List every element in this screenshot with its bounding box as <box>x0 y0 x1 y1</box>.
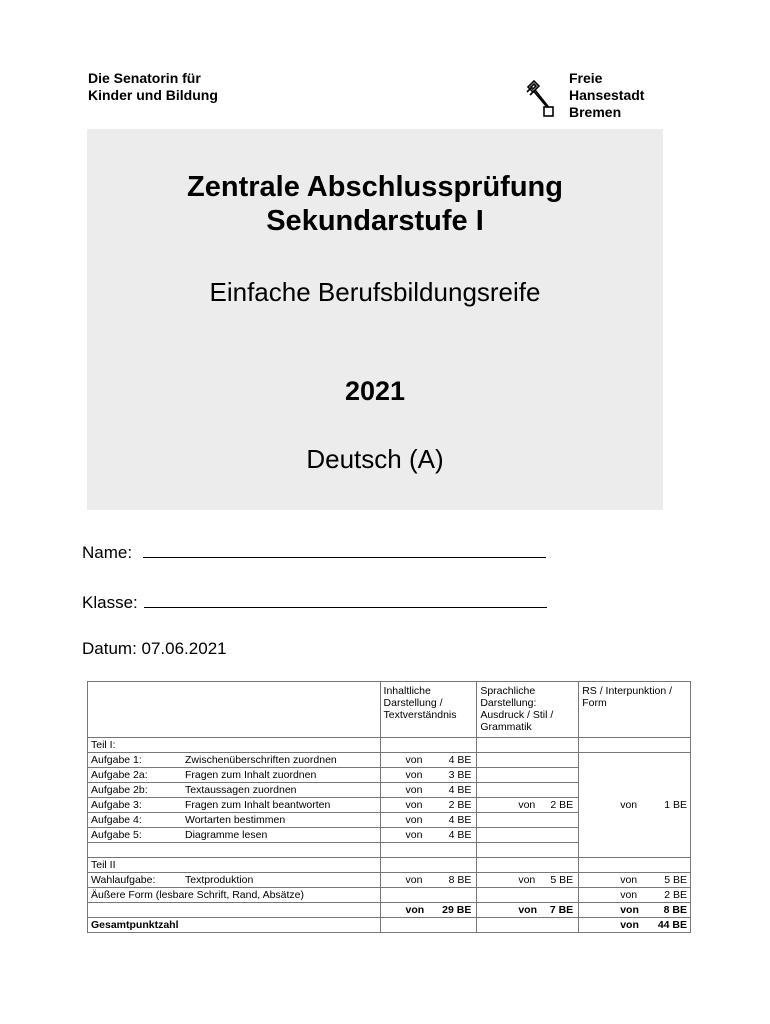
datum-label: Datum: 07.06.2021 <box>82 639 227 658</box>
datum-field <box>82 639 227 659</box>
von-label: von <box>405 874 423 886</box>
von-label: von <box>620 874 638 886</box>
cell-value: Textproduktion <box>185 874 254 886</box>
exam-year: 2021 <box>344 376 406 406</box>
von-label: von <box>620 904 639 916</box>
city-name <box>569 70 644 121</box>
cell-value: Aufgabe 2a: <box>91 769 148 781</box>
total-row <box>88 918 691 933</box>
cell-value: 3 BE <box>448 769 472 781</box>
cell-value: Fragen zum Inhalt zuordnen <box>185 769 317 781</box>
name-line[interactable] <box>143 543 546 558</box>
table-row <box>88 888 691 903</box>
cell-value: 7 BE <box>549 904 574 916</box>
cell-value: Wahlaufgabe: <box>91 874 156 886</box>
exam-subtitle: Einfache Berufsbildungsreife <box>209 277 541 307</box>
cell-value: Aufgabe 1: <box>91 754 142 766</box>
authority-name <box>88 70 218 104</box>
von-label: von <box>405 904 425 916</box>
teil2-label: Teil II <box>88 858 381 873</box>
table-header-row <box>88 682 691 738</box>
cell-value: 5 BE <box>550 874 574 886</box>
table-row <box>88 753 691 768</box>
teil1-rs-cell <box>579 753 691 858</box>
cell-value: Zwischenüberschriften zuordnen <box>185 754 337 766</box>
city-line-3: Bremen <box>569 104 622 120</box>
city-line-1: Freie <box>569 70 603 86</box>
cell-value: 4 BE <box>448 829 472 841</box>
table-row <box>88 738 691 753</box>
authority-line-1: Die Senatorin für <box>88 70 201 86</box>
von-label: von <box>518 874 536 886</box>
cell-value: 8 BE <box>448 874 472 886</box>
von-label: von <box>405 754 423 766</box>
cell-value: 4 BE <box>448 784 472 796</box>
authority-line-2: Kinder und Bildung <box>88 87 218 103</box>
von-label: von <box>405 829 423 841</box>
cell-value: Diagramme lesen <box>185 829 268 841</box>
header-language: Sprachliche Darstellung: Ausdruck / Stil / Grammatik <box>477 682 579 738</box>
von-label: von <box>518 799 536 811</box>
score-table <box>87 681 691 933</box>
teil1-label: Teil I: <box>88 738 381 753</box>
cell-value: 8 BE <box>663 904 687 916</box>
header-empty-cell <box>88 682 381 738</box>
name-field[interactable] <box>82 543 546 563</box>
cell-value: Aufgabe 5: <box>91 829 142 841</box>
von-label: von <box>405 814 423 826</box>
header-spelling: RS / Interpunktion / Form <box>579 682 691 738</box>
table-row <box>88 873 691 888</box>
cell-value: 5 BE <box>664 874 687 886</box>
table-row <box>88 858 691 873</box>
sum-row <box>88 903 691 918</box>
cell-value: 4 BE <box>448 754 472 766</box>
bremen-key-icon <box>525 78 559 118</box>
cover-box <box>87 129 663 510</box>
cell-value: 4 BE <box>448 814 472 826</box>
cell-value: Aufgabe 2b: <box>91 784 148 796</box>
klasse-field[interactable] <box>82 593 547 613</box>
total-points: 44 BE <box>657 919 687 931</box>
cell-value: Wortarten bestimmen <box>185 814 286 826</box>
von-label: von <box>620 799 638 811</box>
header-content: Inhaltliche Darstellung / Textverständnis <box>380 682 477 738</box>
total-label: Gesamtpunktzahl <box>88 918 381 933</box>
aussere-form-label: Äußere Form (lesbare Schrift, Rand, Absätze) <box>88 888 381 903</box>
von-label: von <box>405 784 423 796</box>
exam-subject: Deutsch (A) <box>306 444 444 474</box>
cell-value: 2 BE <box>550 799 574 811</box>
von-label: von <box>518 904 538 916</box>
von-label: von <box>405 769 423 781</box>
cell-value: Aufgabe 4: <box>91 814 142 826</box>
von-label: von <box>405 799 423 811</box>
cell-value: 1 BE <box>664 799 687 811</box>
cell-value: 2 BE <box>448 799 472 811</box>
klasse-line[interactable] <box>144 593 547 608</box>
cell-value: Aufgabe 3: <box>91 799 142 811</box>
exam-title-line-2: Sekundarstufe I <box>266 205 484 237</box>
cell-value: Textaussagen zuordnen <box>185 784 297 796</box>
city-line-2: Hansestadt <box>569 87 645 103</box>
klasse-label: Klasse: <box>82 593 138 612</box>
cell-value: 29 BE <box>442 904 472 916</box>
cell-value: 2 BE <box>664 889 687 901</box>
name-label: Name: <box>82 543 133 562</box>
exam-title-line-1: Zentrale Abschlussprüfung <box>187 171 563 203</box>
cell-value: Fragen zum Inhalt beantworten <box>185 799 331 811</box>
von-label: von <box>620 889 638 901</box>
von-label: von <box>620 919 639 931</box>
